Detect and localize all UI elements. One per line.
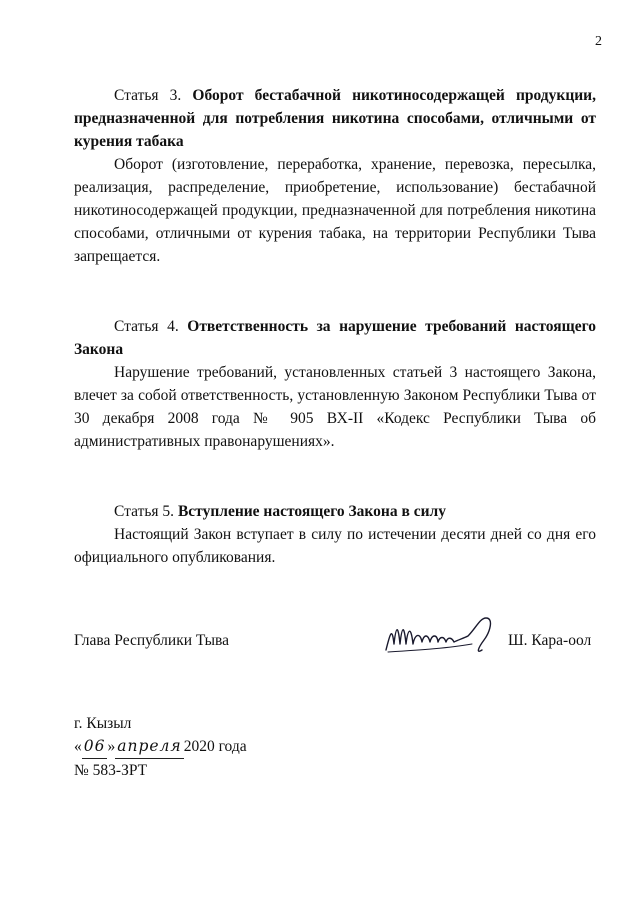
article-text: Оборот (изготовление, переработка, хранение, перевозка, пересылка, реализация, распределение, приобретение, использование) бестабачной никотиносодержащей продукции, предназначенной для потребления никотина способами, отличными от курения табака, на территории Республики Тыва запрещается. (74, 156, 596, 265)
article-label: Статья 4. (114, 318, 179, 335)
signatory-title: Глава Республики Тыва (74, 632, 230, 649)
article-title: Оборот бестабачной никотиносодержащей продукции, предназначенной для потребления никотина способами, отличными от курения табака (74, 87, 596, 150)
article-5 (74, 500, 596, 569)
article-4 (74, 315, 596, 453)
date-close-quote: » (107, 738, 116, 755)
article-heading (74, 315, 596, 361)
article-text: Нарушение требований, установленных статьей 3 настоящего Закона, влечет за собой ответственность, установленную Законом Республики Тыва от 30 декабря 2008 года № 905 ВХ-II «Кодекс Республики Тыва об административных правонарушениях». (74, 364, 596, 450)
article-3 (74, 84, 596, 268)
article-heading (74, 500, 596, 523)
date-day: 06 (82, 735, 108, 759)
date-open-quote: « (74, 738, 82, 755)
article-title: Вступление настоящего Закона в силу (177, 503, 446, 520)
signing-date (74, 735, 247, 759)
article-label: Статья 3. (114, 87, 182, 104)
article-heading (74, 84, 596, 153)
city: г. Кызыл (74, 715, 132, 732)
date-year: 2020 года (183, 738, 247, 755)
law-number: № 583-ЗРТ (74, 762, 148, 779)
date-month: апреля (115, 735, 183, 759)
document-footer (74, 712, 247, 782)
signature-block (74, 620, 596, 660)
article-label: Статья 5. (114, 503, 175, 520)
article-title: Ответственность за нарушение требований настоящего Закона (74, 318, 597, 358)
page-number: 2 (595, 34, 602, 49)
signatory-name: Ш. Кара-оол (508, 632, 592, 649)
article-text: Настоящий Закон вступает в силу по истечении десяти дней со дня его официального опубликования. (74, 526, 596, 566)
document-body (74, 84, 596, 569)
signature-image (380, 614, 506, 658)
